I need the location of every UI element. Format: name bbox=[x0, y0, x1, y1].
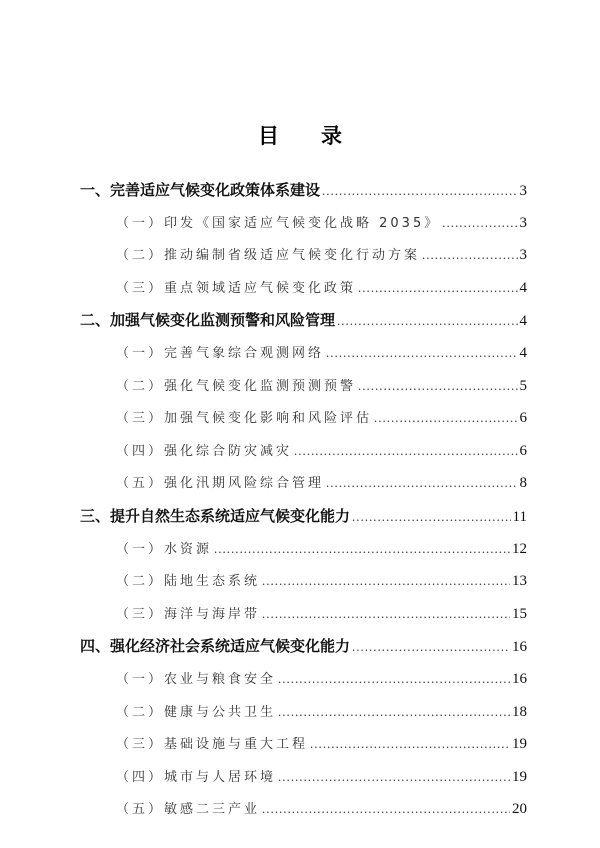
dot-leader bbox=[352, 509, 511, 525]
dot-leader bbox=[326, 345, 517, 361]
toc-entry-subsection[interactable] bbox=[80, 342, 527, 375]
toc-entry-subsection[interactable] bbox=[80, 472, 527, 505]
toc-entry-label: （三）海洋与海岸带 bbox=[116, 606, 261, 622]
toc-entry-label: （一）印发《国家适应气候变化战略 2035》 bbox=[116, 215, 441, 231]
dot-leader bbox=[262, 801, 510, 817]
toc-entry-section-3[interactable] bbox=[80, 505, 527, 538]
toc-entry-subsection[interactable] bbox=[80, 733, 527, 766]
toc-entry-subsection[interactable] bbox=[80, 538, 527, 571]
toc-entry-label: 二、加强气候变化监测预警和风险管理 bbox=[80, 311, 336, 330]
toc-entry-label: 三、提升自然生态系统适应气候变化能力 bbox=[80, 506, 351, 525]
toc-entry-subsection[interactable] bbox=[80, 375, 527, 408]
page-title-char-2: 录 bbox=[321, 124, 342, 148]
toc-entry-section-2[interactable] bbox=[80, 309, 527, 342]
toc-entry-label: 四、强化经济社会系统适应气候变化能力 bbox=[80, 637, 351, 656]
toc-entry-page-number: 16 bbox=[512, 670, 527, 687]
toc-entry-subsection[interactable] bbox=[80, 766, 527, 799]
toc-entry-section-1[interactable] bbox=[80, 179, 527, 212]
toc-entry-label: （五）敏感二三产业 bbox=[116, 802, 261, 818]
toc-entry-label: （四）城市与人居环境 bbox=[116, 769, 277, 785]
toc-entry-page-number: 16 bbox=[512, 639, 527, 656]
table-of-contents bbox=[80, 179, 527, 831]
toc-entry-label: （一）完善气象综合观测网络 bbox=[116, 345, 325, 361]
toc-entry-subsection[interactable] bbox=[80, 603, 527, 636]
toc-entry-page-number: 20 bbox=[512, 801, 527, 818]
toc-entry-page-number: 6 bbox=[519, 442, 527, 459]
toc-entry-page-number: 12 bbox=[512, 540, 527, 557]
dot-leader bbox=[278, 769, 510, 785]
dot-leader bbox=[214, 541, 510, 557]
toc-entry-label: （二）陆地生态系统 bbox=[116, 574, 261, 590]
toc-entry-page-number: 5 bbox=[519, 377, 527, 394]
toc-entry-label: （一）水资源 bbox=[116, 541, 213, 557]
toc-entry-subsection[interactable] bbox=[80, 244, 527, 277]
toc-entry-page-number: 6 bbox=[519, 410, 527, 427]
dot-leader bbox=[278, 704, 510, 720]
toc-entry-label: （二）强化气候变化监测预测预警 bbox=[116, 378, 357, 394]
dot-leader bbox=[310, 736, 510, 752]
dot-leader bbox=[294, 443, 517, 459]
toc-entry-label: （二）健康与公共卫生 bbox=[116, 704, 277, 720]
dot-leader bbox=[358, 378, 517, 394]
toc-entry-subsection[interactable] bbox=[80, 798, 527, 831]
toc-entry-page-number: 4 bbox=[519, 279, 527, 296]
dot-leader bbox=[262, 573, 510, 589]
toc-entry-page-number: 15 bbox=[512, 605, 527, 622]
toc-entry-page-number: 4 bbox=[519, 344, 527, 361]
toc-entry-page-number: 3 bbox=[519, 183, 527, 199]
toc-entry-page-number: 3 bbox=[519, 214, 527, 231]
toc-entry-label: 一、完善适应气候变化政策体系建设 bbox=[80, 181, 321, 199]
dot-leader bbox=[352, 639, 510, 655]
toc-entry-section-4[interactable] bbox=[80, 635, 527, 668]
dot-leader bbox=[358, 280, 517, 296]
toc-entry-page-number: 19 bbox=[512, 736, 527, 753]
toc-entry-label: （三）加强气候变化影响和风险评估 bbox=[116, 411, 373, 427]
toc-entry-label: （二）推动编制省级适应气候变化行动方案 bbox=[116, 248, 421, 264]
dot-leader bbox=[422, 247, 517, 263]
page-title bbox=[0, 120, 600, 150]
dot-leader bbox=[278, 671, 510, 687]
toc-entry-page-number: 3 bbox=[519, 247, 527, 264]
toc-entry-label: （一）农业与粮食安全 bbox=[116, 671, 277, 687]
page-title-char-1: 目 bbox=[258, 124, 279, 148]
toc-entry-page-number: 18 bbox=[512, 703, 527, 720]
toc-entry-label: （三）基础设施与重大工程 bbox=[116, 737, 309, 753]
toc-entry-subsection[interactable] bbox=[80, 407, 527, 440]
toc-entry-subsection[interactable] bbox=[80, 277, 527, 310]
toc-entry-page-number: 11 bbox=[512, 508, 527, 525]
dot-leader bbox=[374, 410, 517, 426]
toc-entry-subsection[interactable] bbox=[80, 440, 527, 473]
toc-entry-page-number: 4 bbox=[519, 313, 527, 330]
dot-leader bbox=[337, 313, 517, 329]
toc-entry-page-number: 8 bbox=[519, 475, 527, 492]
toc-entry-subsection[interactable] bbox=[80, 701, 527, 734]
toc-entry-page-number: 19 bbox=[512, 768, 527, 785]
toc-entry-label: （四）强化综合防灾减灾 bbox=[116, 443, 293, 459]
toc-entry-page-number: 13 bbox=[512, 573, 527, 590]
toc-entry-label: （三）重点领域适应气候变化政策 bbox=[116, 280, 357, 296]
toc-entry-label: （五）强化汛期风险综合管理 bbox=[116, 476, 325, 492]
dot-leader bbox=[442, 215, 517, 231]
toc-entry-subsection[interactable] bbox=[80, 212, 527, 245]
toc-entry-subsection[interactable] bbox=[80, 668, 527, 701]
dot-leader bbox=[322, 183, 517, 199]
toc-entry-subsection[interactable] bbox=[80, 570, 527, 603]
dot-leader bbox=[262, 606, 510, 622]
dot-leader bbox=[326, 475, 517, 491]
